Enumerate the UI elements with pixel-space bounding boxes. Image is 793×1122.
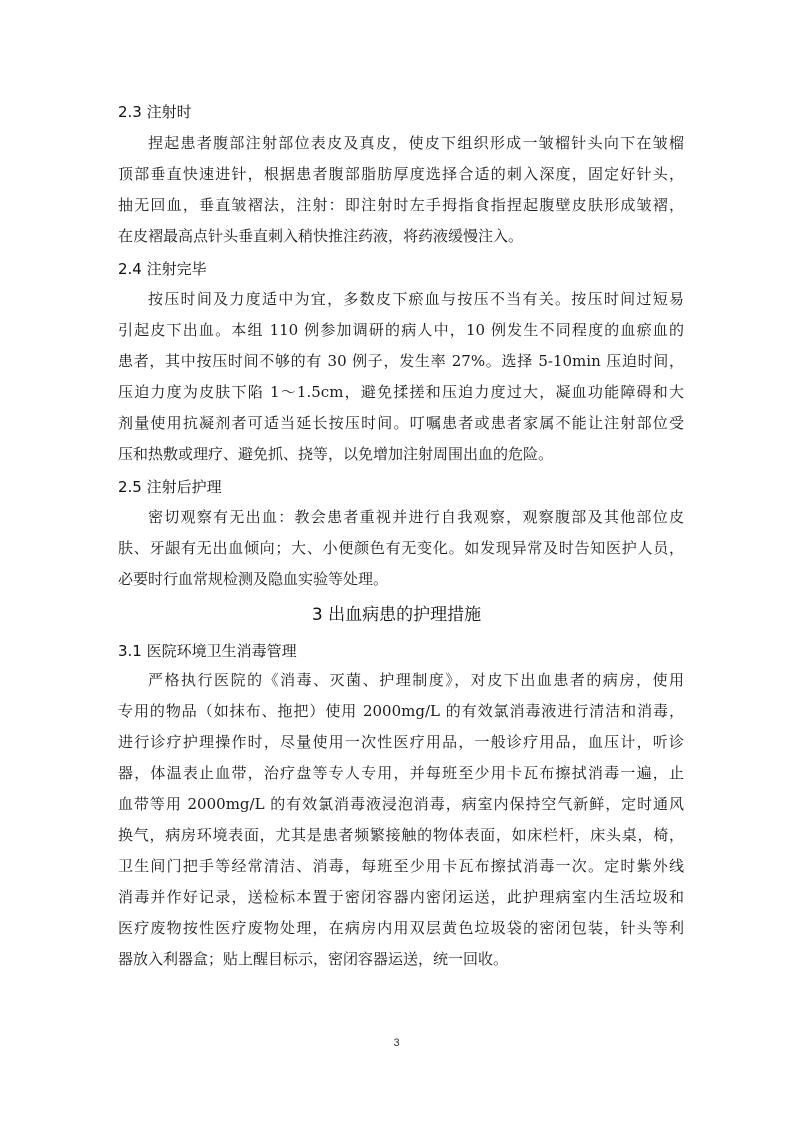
paragraph-line: 卫生间门把手等经常清洁、消毒，每班至少用卡瓦布擦拭消毒一次。定时紫外线 xyxy=(118,857,684,875)
paragraph-line: 按压时间及力度适中为宜，多数皮下瘀血与按压不当有关。按压时间过短易 xyxy=(148,290,684,308)
section-2-4-paragraph xyxy=(118,284,684,470)
paragraph-line: 剂量使用抗凝剂者可适当延长按压时间。叮嘱患者或患者家属不能让注射部位受 xyxy=(118,414,684,432)
paragraph-line: 在皮褶最高点针头垂直刺入稍快推注药液，将药液缓慢注入。 xyxy=(118,227,524,245)
paragraph-line: 必要时行血常规检测及隐血实验等处理。 xyxy=(118,570,389,588)
section-2-5-paragraph xyxy=(118,502,684,595)
paragraph-line: 严格执行医院的《消毒、灭菌、护理制度》，对皮下出血患者的病房，使用 xyxy=(148,671,684,689)
paragraph-line: 换气，病房环境表面，尤其是患者频繁接触的物体表面，如床栏杆，床头桌，椅， xyxy=(118,826,684,844)
paragraph-line: 医疗废物按性医疗废物处理，在病房内用双层黄色垃圾袋的密闭包装，针头等利 xyxy=(118,919,684,937)
section-3-1-heading: 3.1 医院环境卫生消毒管理 xyxy=(118,642,297,660)
section-2-4-heading: 2.4 注射完毕 xyxy=(118,260,207,278)
paragraph-line: 捏起患者腹部注射部位表皮及真皮，使皮下组织形成一皱榴针头向下在皱榴 xyxy=(148,134,684,152)
paragraph-line: 消毒并作好记录，送检标本置于密闭容器内密闭运送，此护理病室内生活垃圾和 xyxy=(118,888,684,906)
paragraph-line: 压迫力度为皮肤下陷 1～1.5cm，避免揉搓和压迫力度过大，凝血功能障碍和大 xyxy=(118,383,684,401)
paragraph-line: 器放入利器盒；贴上醒目标示，密闭容器运送，统一回收。 xyxy=(118,950,509,968)
section-2-3-heading: 2.3 注射时 xyxy=(118,103,192,121)
paragraph-line: 抽无回血，垂直皱褶法，注射：即注射时左手拇指食指捏起腹壁皮肤形成皱褶， xyxy=(118,196,684,214)
paragraph-line: 专用的物品（如抹布、拖把）使用 2000mg/L 的有效氯消毒液进行清洁和消毒， xyxy=(118,702,684,720)
paragraph-line: 密切观察有无出血：教会患者重视并进行自我观察，观察腹部及其他部位皮 xyxy=(148,508,684,526)
paragraph-line: 患者，其中按压时间不够的有 30 例子，发生率 27%。选择 5-10min 压迫时间， xyxy=(118,352,684,370)
section-2-3-paragraph xyxy=(118,128,684,252)
paragraph-line: 进行诊疗护理操作时，尽量使用一次性医疗用品，一般诊疗用品，血压计，听诊 xyxy=(118,733,684,751)
paragraph-line: 引起皮下出血。本组 110 例参加调研的病人中，10 例发生不同程度的血瘀血的 xyxy=(118,321,684,339)
paragraph-line: 顶部垂直快速进针，根据患者腹部脂肪厚度选择合适的刺入深度，固定好针头， xyxy=(118,165,684,183)
paragraph-line: 器，体温表止血带，治疗盘等专人专用，并每班至少用卡瓦布擦拭消毒一遍，止 xyxy=(118,764,684,782)
paragraph-line: 肤、牙龈有无出血倾向；大、小便颜色有无变化。如发现异常及时告知医护人员， xyxy=(118,539,684,557)
page-number: 3 xyxy=(393,1037,400,1049)
section-3-heading: 3 出血病患的护理措施 xyxy=(311,605,482,625)
section-2-5-heading: 2.5 注射后护理 xyxy=(118,478,222,496)
paragraph-line: 压和热敷或理疗、避免抓、挠等，以免增加注射周围出血的危险。 xyxy=(118,445,554,463)
section-3-1-paragraph xyxy=(118,665,684,975)
paragraph-line: 血带等用 2000mg/L 的有效氯消毒液浸泡消毒，病室内保持空气新鲜，定时通风 xyxy=(118,795,684,813)
